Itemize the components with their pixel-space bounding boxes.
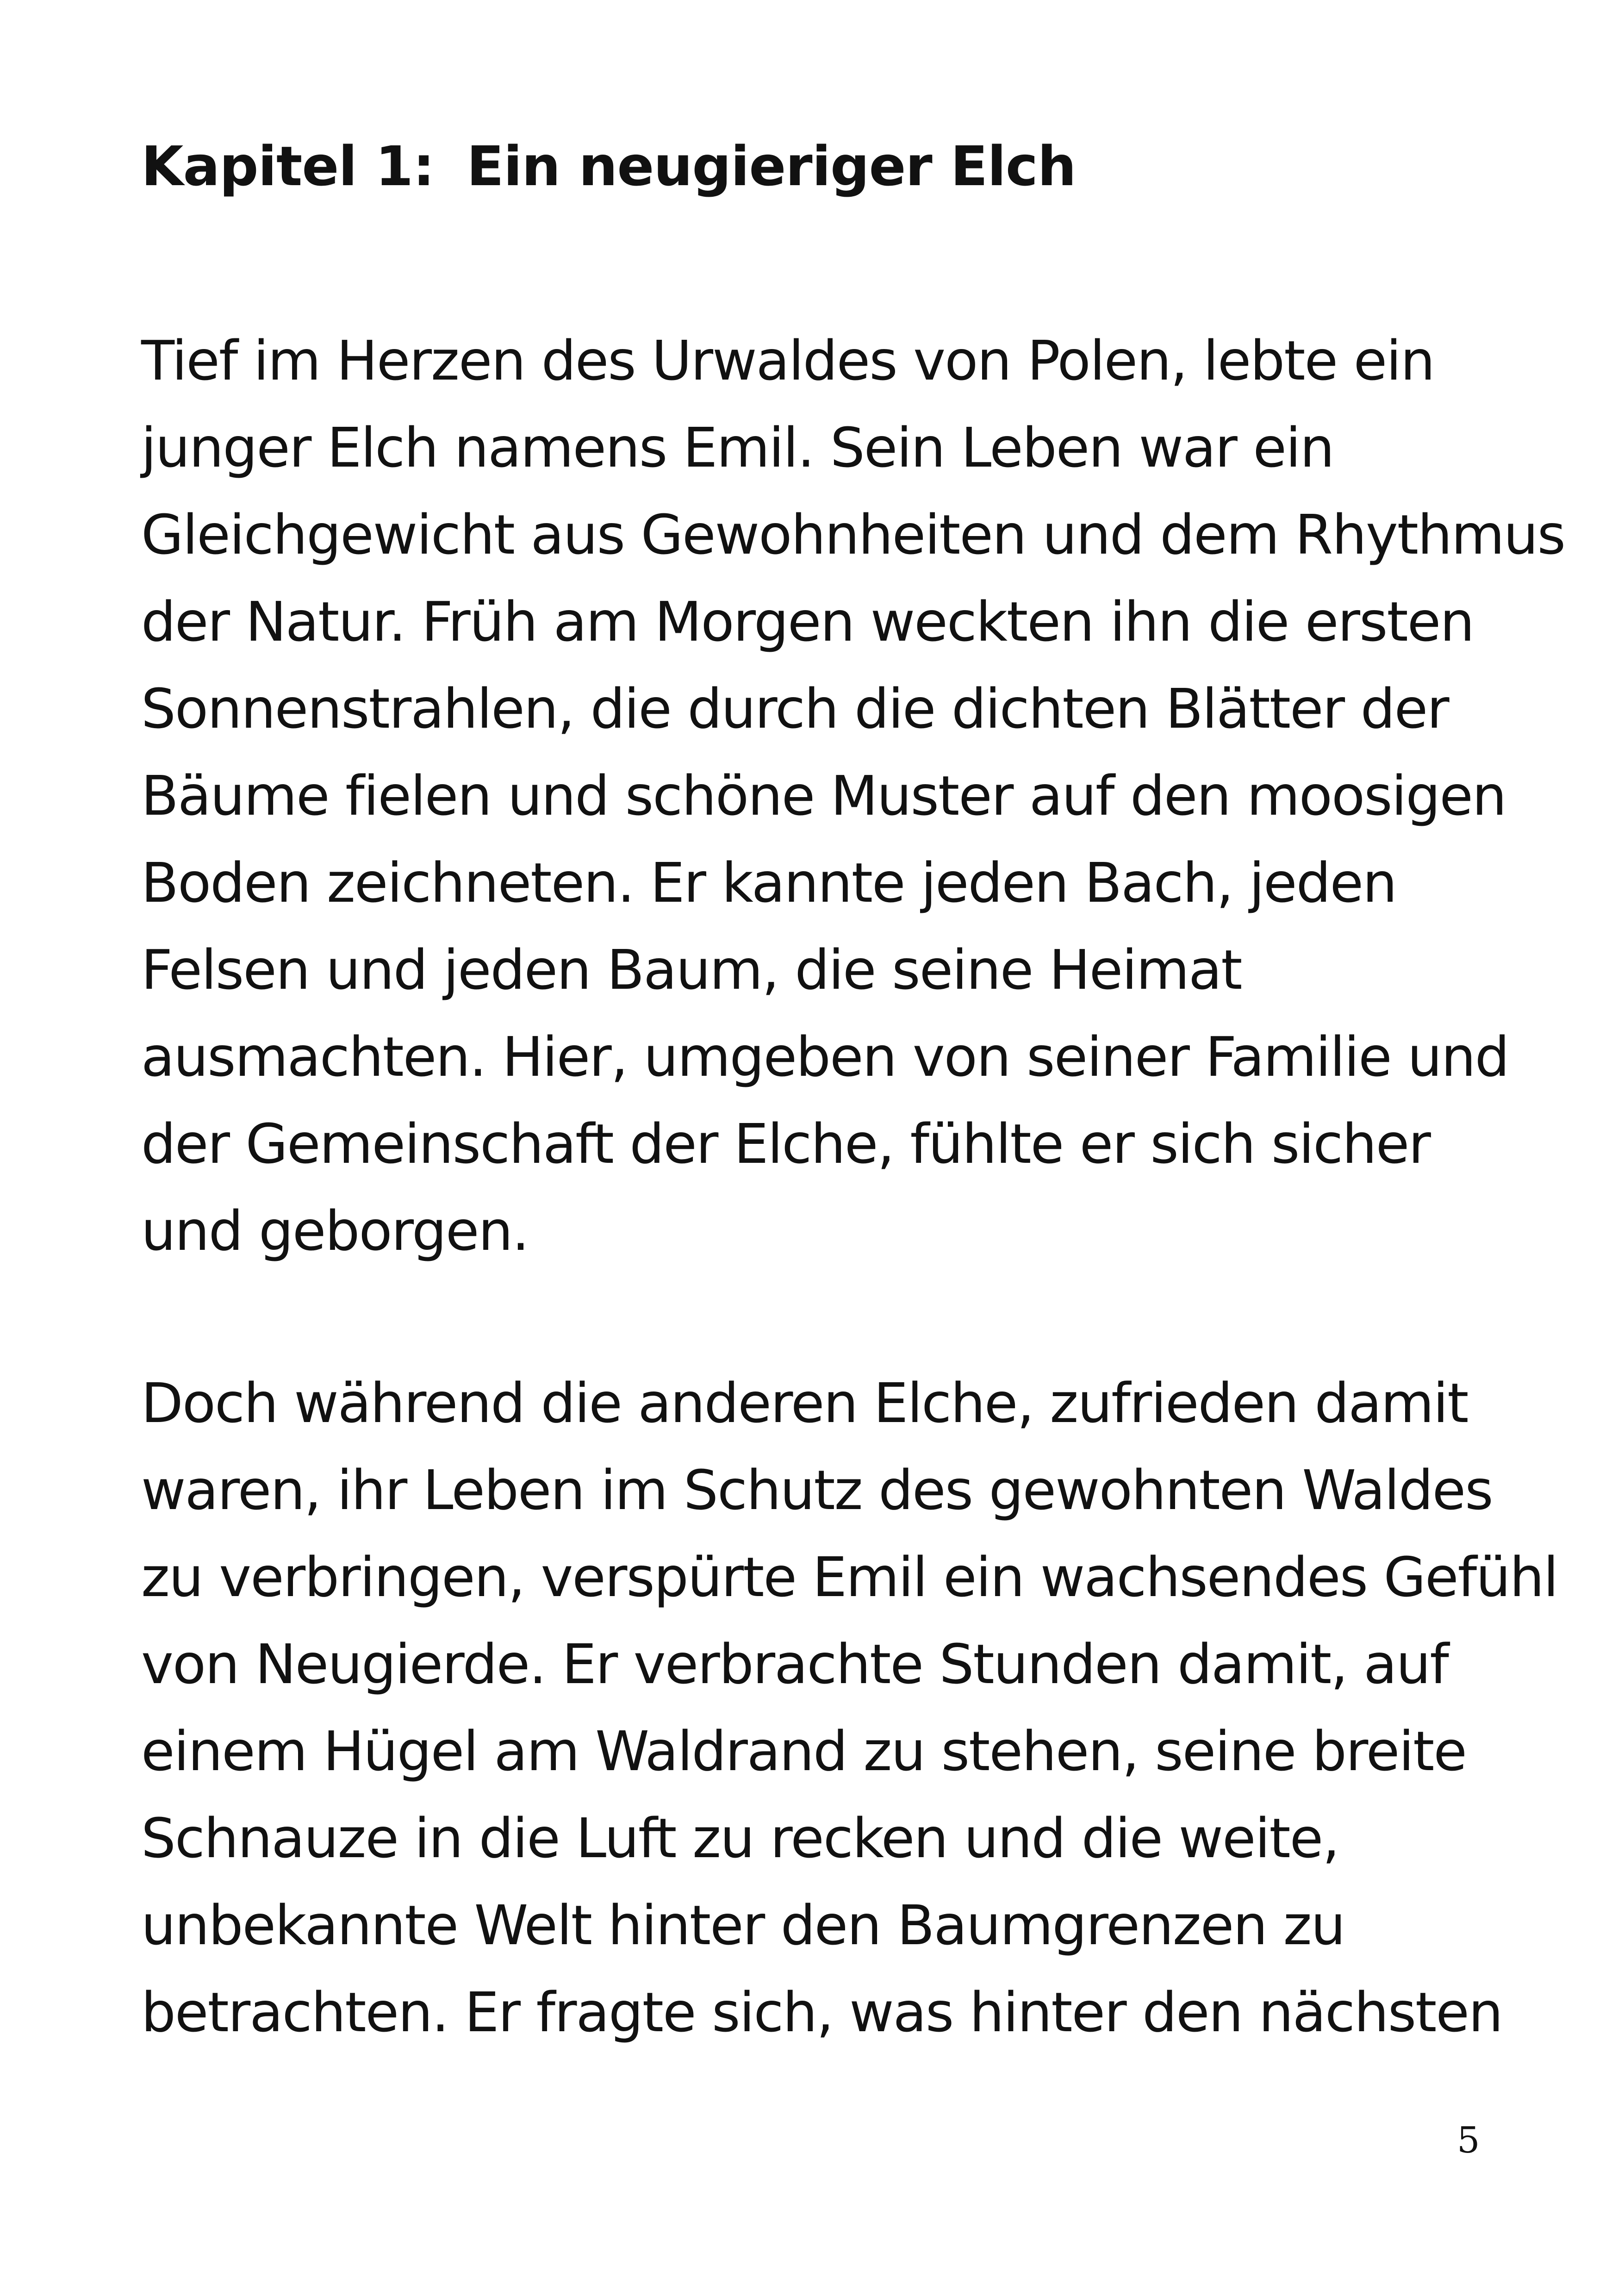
paragraph-1-line-6: Bäume fielen und schöne Muster auf den moosigen xyxy=(141,764,1506,828)
paragraph-2-line-2: waren, ihr Leben im Schutz des gewohnten Waldes xyxy=(141,1458,1493,1522)
paragraph-1-line-7: Boden zeichneten. Er kannte jeden Bach, jeden xyxy=(141,851,1396,915)
chapter-heading xyxy=(141,134,1076,198)
paragraph-1-line-10: der Gemeinschaft der Elche, fühlte er sich sicher xyxy=(141,1112,1430,1176)
paragraph-1-line-11: und geborgen. xyxy=(141,1199,529,1263)
chapter-title: Ein neugieriger Elch xyxy=(467,134,1076,198)
paragraph-1-line-9: ausmachten. Hier, umgeben von seiner Familie und xyxy=(141,1025,1509,1089)
paragraph-2-line-3: zu verbringen, verspürte Emil ein wachsendes Gefühl xyxy=(141,1545,1558,1609)
paragraph-2-line-1: Doch während die anderen Elche, zufrieden damit xyxy=(141,1371,1468,1435)
paragraph-2-line-4: von Neugierde. Er verbrachte Stunden damit, auf xyxy=(141,1632,1448,1696)
paragraph-1-line-1: Tief im Herzen des Urwaldes von Polen, lebte ein xyxy=(141,329,1434,393)
page-number: 5 xyxy=(1457,2120,1480,2161)
paragraph-2-line-7: unbekannte Welt hinter den Baumgrenzen zu xyxy=(141,1893,1345,1957)
paragraph-1-line-3: Gleichgewicht aus Gewohnheiten und dem Rhythmus xyxy=(141,503,1565,567)
paragraph-2-line-8: betrachten. Er fragte sich, was hinter den nächsten xyxy=(141,1980,1502,2044)
paragraph-1-line-5: Sonnenstrahlen, die durch die dichten Blätter der xyxy=(141,677,1449,741)
paragraph-2-line-6: Schnauze in die Luft zu recken und die weite, xyxy=(141,1806,1339,1870)
paragraph-1-line-8: Felsen und jeden Baum, die seine Heimat xyxy=(141,938,1242,1002)
paragraph-1-line-4: der Natur. Früh am Morgen weckten ihn die ersten xyxy=(141,590,1474,654)
paragraph-1-line-2: junger Elch namens Emil. Sein Leben war ein xyxy=(141,416,1334,480)
chapter-label: Kapitel 1: xyxy=(141,134,435,198)
paragraph-2-line-5: einem Hügel am Waldrand zu stehen, seine breite xyxy=(141,1719,1467,1783)
